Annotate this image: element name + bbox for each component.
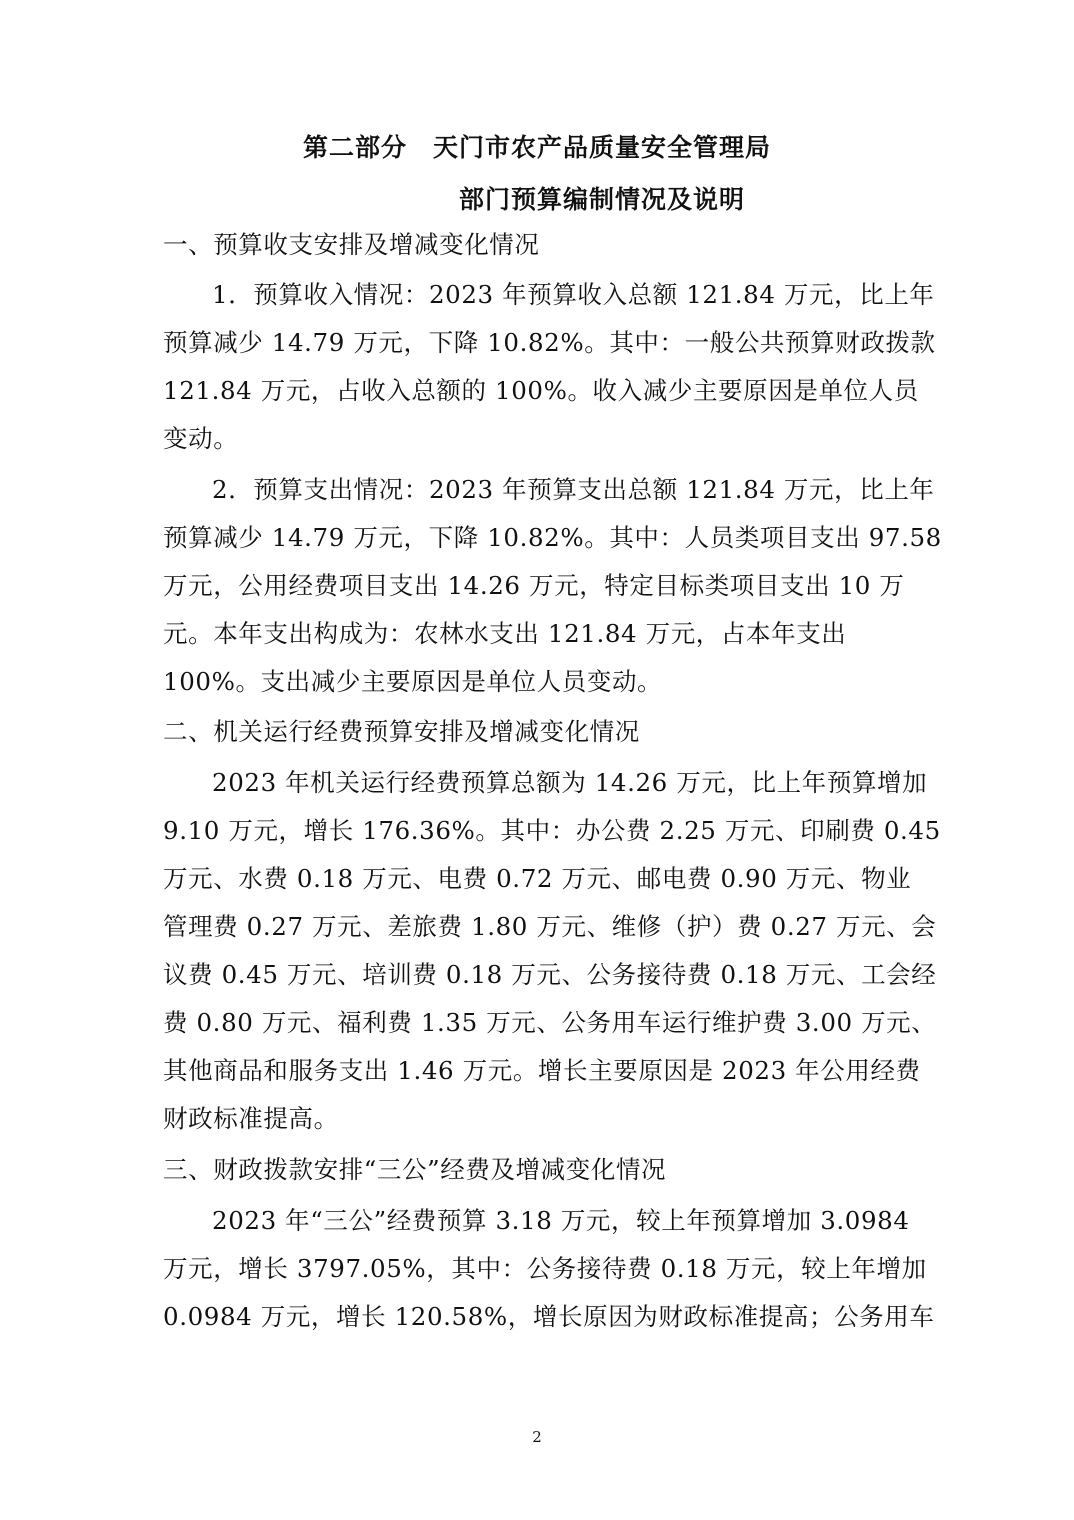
paragraph-line: 121.84 万元，占收入总额的 100%。收入减少主要原因是单位人员 [163,376,919,405]
paragraph-line: 万元，增长 3797.05%，其中：公务接待费 0.18 万元，较上年增加 [163,1254,927,1283]
paragraph-line: 其他商品和服务支出 1.46 万元。增长主要原因是 2023 年公用经费 [163,1056,921,1085]
paragraph-line: 万元，公用经费项目支出 14.26 万元，特定目标类项目支出 10 万 [163,571,905,600]
paragraph-line: 2．预算支出情况：2023 年预算支出总额 121.84 万元，比上年 [212,475,935,504]
page-subtitle: 部门预算编制情况及说明 [458,185,745,214]
paragraph-line: 费 0.80 万元、福利费 1.35 万元、公务用车运行维护费 3.00 万元、 [163,1008,937,1037]
paragraph-line: 2023 年“三公”经费预算 3.18 万元，较上年预算增加 3.0984 [212,1206,910,1235]
paragraph-line: 财政标准提高。 [163,1104,339,1133]
paragraph-line: 万元、水费 0.18 万元、电费 0.72 万元、邮电费 0.90 万元、物业 [163,864,912,893]
paragraph-line: 0.0984 万元，增长 120.58%，增长原因为财政标准提高；公务用车 [163,1302,935,1331]
paragraph-line: 管理费 0.27 万元、差旅费 1.80 万元、维修（护）费 0.27 万元、会 [163,912,937,941]
paragraph-line: 9.10 万元，增长 176.36%。其中：办公费 2.25 万元、印刷费 0.45 [163,816,941,845]
paragraph-line: 1．预算收入情况：2023 年预算收入总额 121.84 万元，比上年 [212,280,935,309]
paragraph-line: 预算减少 14.79 万元，下降 10.82%。其中：人员类项目支出 97.58 [163,523,942,552]
section-heading-1: 一、预算收支安排及增减变化情况 [163,230,540,259]
section-heading-2: 二、机关运行经费预算安排及增减变化情况 [163,717,640,746]
paragraph-line: 变动。 [163,424,239,453]
paragraph-line: 100%。支出减少主要原因是单位人员变动。 [163,667,663,696]
page-number: 2 [532,1428,542,1446]
paragraph-line: 2023 年机关运行经费预算总额为 14.26 万元，比上年预算增加 [212,768,928,797]
paragraph-line: 预算减少 14.79 万元，下降 10.82%。其中：一般公共预算财政拨款 [163,328,936,357]
paragraph-line: 元。本年支出构成为：农林水支出 121.84 万元，占本年支出 [163,619,847,648]
paragraph-line: 议费 0.45 万元、培训费 0.18 万元、公务接待费 0.18 万元、工会经 [163,960,937,989]
section-heading-3: 三、财政拨款安排“三公”经费及增减变化情况 [163,1155,667,1184]
page-title: 第二部分 天门市农产品质量安全管理局 [302,133,771,162]
